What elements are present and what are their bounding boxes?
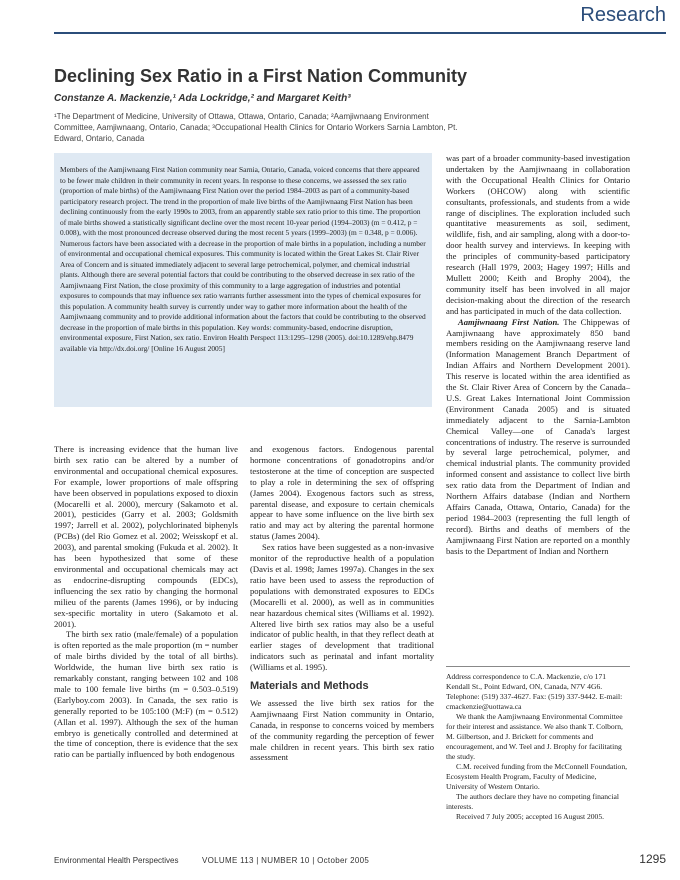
header-rule [54, 32, 666, 34]
abstract-box [54, 153, 432, 407]
methods-paragraph-2: was part of a broader community-based investigation undertaken by the Aamjiwnaang in collaboration with the Occupational Health Clinics for Ontario Workers (OHCOW) along with scientific consultants, professionals, and students from a wide range of disciplines. The exploration included such quantitative measurements as soil, sediment, wildlife, fish, and air sampling, along with a door-to-door health survey and interviews. In keeping with the principles of community-based participatory research (Hall 1979, 2003; Hagey 1997; Hills and Mullett 2000; Keith and Brophy 2004), the community itself has been involved in all major decision-making about the direction of the research and has participated in much of the data collection. [446, 153, 630, 316]
footnote-rule [446, 666, 630, 667]
footnotes [446, 672, 630, 822]
acknowledgment-note: We thank the Aamjiwnaang Environmental Committee for their interest and assistance. We also thank T. Colborn, M. Gilbertson, and J. Brickett for comments and encouragement, and W. Teel and J. Brophy for facilitating the study. [446, 712, 623, 761]
intro-paragraph-3: and exogenous factors. Endogenous parental hormone concentrations of gonadotropins and/or testosterone at the time of conception are suspected to play a role in determining the sex of offspring (James 2004). Exogenous factors such as stress, parental disease, and exposure to certain chemicals appear to have some influence on the live birth sex ratio and may act by altering the parental hormone status (James 2004). [250, 444, 434, 542]
subsection-text: The Chippewas of Aamjiwnaang have approximately 850 band members residing on the Aamjiwnaang reserve land (Information Management Branch Department of Indian Affairs and Northern Development 2001). This reserve is located within the area identified as the St. Clair River Area of Concern by the Canada–U.S. Great Lakes International Joint Commission (Environment Canada 2005) and is situated immediately adjacent to the Sarnia-Lambton Chemical Valley—one of Canada's largest concentrations of industry. The reserve is surrounded by several large petrochemical, polymer, and chemical industrial plants. The community provided informed consent and assistance to collect live birth sex ratio data from the Department of Indian and Northern Affairs database (Indian and Northern Affairs Canada, Ottawa, Ontario, Canada) for the period 1984–2003 (representing the full length of record). Births and deaths of members of the Aamjiwnaang First Nation are reported on a monthly basis to the Department of Indian and Northern [446, 316, 631, 556]
page-number: 1295 [639, 852, 666, 866]
funding-note: C.M. received funding from the McConnell Foundation, Ecosystem Health Program, Faculty of Medicine, University of Western Ontario. [446, 762, 628, 791]
methods-paragraph-3 [446, 317, 630, 557]
journal-name: Environmental Health Perspectives [54, 856, 179, 865]
correspondence-note: Address correspondence to C.A. Mackenzie, c/o 171 Kendall St., Point Edward, ON, Canada, N7V 4G6. Telephone: (519) 337-4627. Fax: (519) 337-9442. E-mail: cmackenzie@uottawa.ca [446, 672, 623, 711]
methods-heading: Materials and Methods [250, 680, 369, 693]
page-footer [54, 854, 666, 868]
section-label: Research [580, 4, 666, 26]
body-column-2 [250, 444, 434, 763]
intro-paragraph-1: There is increasing evidence that the human live birth sex ratio can be altered by a number of environmental and occupational chemical exposures. For example, lower proportions of male offspring have been observed in populations exposed to dioxin (Mocarelli et al. 2000), mercury (Sakamoto et al. 2001), pesticides (Garry et al. 2003; Goldsmith 1997; Jarrell et al. 2002), polychlorinated biphenyls (PCBs) (del Rio Gomez et al. 2002; Weisskopf et al. 2003), and parental smoking (Fukuda et al. 2002). It has been hypothesized that some of these environmental and occupational chemicals may act as endocrine-disrupting compounds (EDCs), influencing the sex ratio by changing the hormonal milieu of the parents (James 1996), or by inducing sex-specific mortality in utero (Sakamoto et al. 2001). [54, 444, 238, 629]
article-authors: Constanze A. Mackenzie,¹ Ada Lockridge,² and Margaret Keith³ [54, 93, 351, 104]
abstract-text: Members of the Aamjiwnaang First Nation community near Sarnia, Ontario, Canada, voiced concerns that there appeared to be fewer male children in their community in recent years. In response to these concerns, we assessed the sex ratio (proportion of male births) of the Aamjiwnaang First Nation over the period 1984–2003 as part of a community-based participatory research project. The trend in the proportion of male live births of the Aamjiwnaang First Nation has been declining continuously from the early 1990s to 2003, from an apparently stable sex ratio prior to this time. The proportion of male births showed a statistically significant decline over the most recent 10-year period (1994–2003) (m = 0.412, p = 0.008), with the most pronounced decrease observed during the most recent 5 years (1999–2003) (m = 0.348, p = 0.006). Numerous factors have been associated with a decrease in the proportion of male births in a population, including a number of environmental and occupational chemical exposures. This community is located within the Great Lakes St. Clair River Area of Concern and is situated immediately adjacent to several large petrochemical, polymer, and chemical industrial plants. Although there are several potential factors that could be contributing to the observed decrease in sex ratio of the Aamjiwnaang First Nation, the close proximity of this community to a large aggregation of industries and potential exposures to compounds that may influence sex ratio warrants further assessment into the types of chemical exposures for this population. A community health survey is currently under way to gather more information about the health of the Aamjiwnaang community and to provide additional information about the factors that could be contributing to the observed decrease in the proportion of male births in this population. Key words: community-based, endocrine disruption, environmental exposure, First Nation, sex ratio. Environ Health Perspect 113:1295–1298 (2005). doi:10.1289/ehp.8479 available via http://dx.doi.org/ [Online 16 August 2005] [60, 165, 426, 353]
body-column-3 [446, 153, 630, 557]
intro-paragraph-4: Sex ratios have been suggested as a non-invasive monitor of the reproductive health of a population (Davis et al. 1998; James 1997a). Changes in the sex ratio have been used to assess the reproduction of populations with demonstrated exposures to EDCs (Mocarelli et al. 2000), as well as in communities near hazardous chemical sites (Williams et al. 1992). Altered live birth sex ratios may also be a useful indicator of public health, in that they reflect death at earlier stages of development that traditional indicators such as perinatal and infant mortality (Williams et al. 1995). [250, 542, 434, 673]
body-column-1 [54, 444, 238, 760]
received-dates: Received 7 July 2005; accepted 16 August 2005. [456, 812, 605, 821]
author-affiliations: ¹The Department of Medicine, University of Ottawa, Ottawa, Ontario, Canada; ²Aamjiwnaang Environment Committee, Aamjiwnaang, Ontario, Canada; ³Occupational Health Clinics for Ontario Workers Sarnia Lambton, Pt. Edward, Ontario, Canada [54, 112, 458, 143]
methods-paragraph-1: We assessed the live birth sex ratios for the Aamjiwnaang First Nation community in Ontario, Canada, in response to concerns voiced by members of the community regarding the perception of fewer male children in recent years. This birth sex ratio assessment [250, 697, 434, 763]
intro-paragraph-2: The birth sex ratio (male/female) of a population is often reported as the male proportion (m = number of male births divided by the total of all births). Worldwide, the human live birth sex ratio is remarkably constant, ranging between 102 and 108 male to 100 female live births (m = 0.503–0.519) (Earlyboy.com 2003). In Canada, the sex ratio is generally reported to be 105:100 (M:F) (m = 0.512) (Allan et al. 1997). Although the sex of the human embryo is genetically controlled and determined at the time of conception, there is evidence that the sex ratio can be partially influenced by both endogenous [54, 629, 238, 760]
article-title: Declining Sex Ratio in a First Nation Community [54, 66, 468, 86]
volume-info: VOLUME 113 | NUMBER 10 | October 2005 [202, 856, 370, 865]
competing-interests-note: The authors declare they have no competing financial interests. [446, 792, 619, 811]
subsection-runin-heading: Aamjiwnaang First Nation. [458, 316, 560, 327]
